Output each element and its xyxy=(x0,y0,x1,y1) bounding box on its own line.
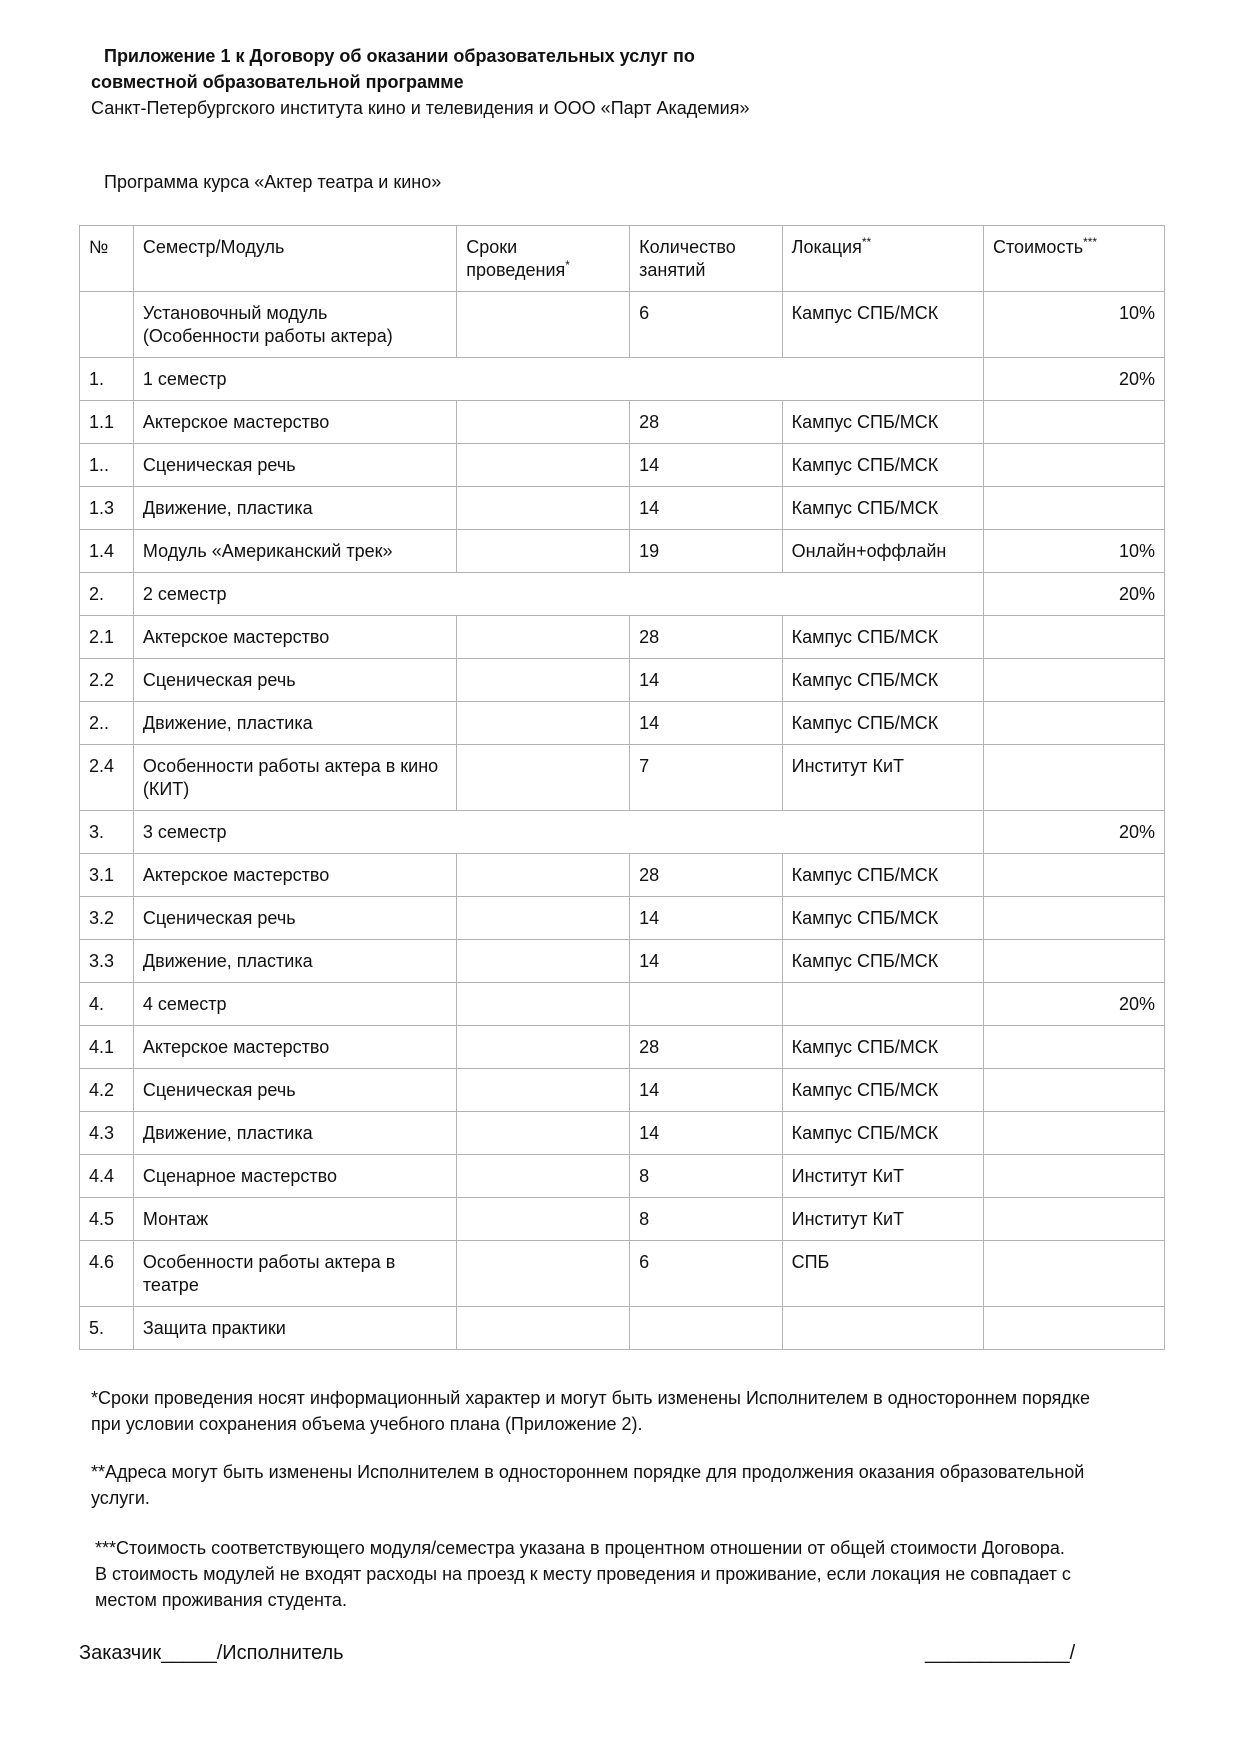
cell-num: 2. xyxy=(80,573,134,616)
cell-count: 19 xyxy=(630,530,783,573)
cell-module: Сценарное мастерство xyxy=(133,1155,456,1198)
cell-cost xyxy=(983,1155,1164,1198)
cell-num xyxy=(80,292,134,358)
cell-module: Сценическая речь xyxy=(133,1069,456,1112)
footnote-locations-line-1: **Адреса могут быть изменены Исполнителем в одностороннем порядке для продолжения оказания образовательной xyxy=(91,1462,1085,1482)
table-row xyxy=(80,1155,1165,1198)
appendix-title-line-2: совместной образовательной программе xyxy=(91,72,464,92)
cell-num: 3.1 xyxy=(80,854,134,897)
cell-num: 1.3 xyxy=(80,487,134,530)
footnote-cost xyxy=(95,1535,1171,1613)
cell-num: 3.3 xyxy=(80,940,134,983)
cell-location: Кампус СПБ/МСК xyxy=(782,940,983,983)
cell-semester: 2 семестр xyxy=(133,573,983,616)
cell-num: 2.2 xyxy=(80,659,134,702)
cell-semester: 3 семестр xyxy=(133,811,983,854)
cell-num: 4.4 xyxy=(80,1155,134,1198)
course-program-table xyxy=(79,225,1165,1350)
semester-row xyxy=(80,358,1165,401)
footnote-marker: *** xyxy=(1083,235,1098,249)
table-row xyxy=(80,616,1165,659)
cell-num: 2.4 xyxy=(80,745,134,811)
cell-location: Кампус СПБ/МСК xyxy=(782,1112,983,1155)
cell-count: 14 xyxy=(630,659,783,702)
cell-cost xyxy=(983,616,1164,659)
cell-dates xyxy=(457,1307,630,1350)
cell-module: 4 семестр xyxy=(133,983,456,1026)
cell-location: Кампус СПБ/МСК xyxy=(782,616,983,659)
cell-cost: 20% xyxy=(983,983,1164,1026)
cell-dates xyxy=(457,292,630,358)
table-row xyxy=(80,1241,1165,1307)
cell-module: Сценическая речь xyxy=(133,659,456,702)
table-row xyxy=(80,1198,1165,1241)
cell-count: 14 xyxy=(630,702,783,745)
header-count-line-1: Количество xyxy=(639,237,736,257)
cell-module: Установочный модуль (Особенности работы актера) xyxy=(133,292,456,358)
cell-dates xyxy=(457,659,630,702)
appendix-title-line-1: Приложение 1 к Договору об оказании образовательных услуг по xyxy=(104,46,695,66)
cell-num: 1.. xyxy=(80,444,134,487)
cell-location: Институт КиТ xyxy=(782,1198,983,1241)
cell-dates xyxy=(457,530,630,573)
cell-cost xyxy=(983,1069,1164,1112)
header-module: Семестр/Модуль xyxy=(133,226,456,292)
program-title: Программа курса «Актер театра и кино» xyxy=(104,172,442,192)
table-row xyxy=(80,940,1165,983)
cell-count: 14 xyxy=(630,1112,783,1155)
cell-cost xyxy=(983,940,1164,983)
footnote-locations-line-2: услуги. xyxy=(91,1488,150,1508)
cell-module: Защита практики xyxy=(133,1307,456,1350)
cell-num: 1. xyxy=(80,358,134,401)
cell-dates xyxy=(457,1112,630,1155)
cell-count: 28 xyxy=(630,854,783,897)
cell-location: Институт КиТ xyxy=(782,1155,983,1198)
cell-num: 4. xyxy=(80,983,134,1026)
table-row xyxy=(80,444,1165,487)
table-row xyxy=(80,292,1165,358)
cell-cost: 20% xyxy=(983,811,1164,854)
cell-count xyxy=(630,983,783,1026)
header-dates-line-2: проведения* xyxy=(466,258,570,280)
cell-dates xyxy=(457,1069,630,1112)
cell-module: Сценическая речь xyxy=(133,897,456,940)
cell-module: Модуль «Американский трек» xyxy=(133,530,456,573)
cell-location: Кампус СПБ/МСК xyxy=(782,854,983,897)
cell-cost xyxy=(983,487,1164,530)
table-row xyxy=(80,745,1165,811)
table-row xyxy=(80,1112,1165,1155)
header-dates xyxy=(457,226,630,292)
header-dates-line-1: Сроки xyxy=(466,237,518,257)
footnote-dates-line-1: *Сроки проведения носят информационный характер и могут быть изменены Исполнителем в одностороннем порядке xyxy=(91,1388,1090,1408)
table-row xyxy=(80,487,1165,530)
cell-count: 14 xyxy=(630,897,783,940)
cell-count: 14 xyxy=(630,487,783,530)
cell-cost: 10% xyxy=(983,292,1164,358)
cell-dates xyxy=(457,702,630,745)
cell-module: Сценическая речь xyxy=(133,444,456,487)
cell-num: 4.5 xyxy=(80,1198,134,1241)
cell-dates xyxy=(457,401,630,444)
footnote-locations xyxy=(91,1459,1171,1511)
table-row xyxy=(80,530,1165,573)
cell-module: Актерское мастерство xyxy=(133,854,456,897)
cell-cost xyxy=(983,1198,1164,1241)
cell-num: 4.6 xyxy=(80,1241,134,1307)
footnote-cost-line-3: местом проживания студента. xyxy=(95,1590,347,1610)
cell-count: 28 xyxy=(630,616,783,659)
table-body xyxy=(80,292,1165,1350)
table-row xyxy=(80,854,1165,897)
cell-cost xyxy=(983,1307,1164,1350)
cell-module: Монтаж xyxy=(133,1198,456,1241)
cell-cost: 20% xyxy=(983,358,1164,401)
cell-location: СПБ xyxy=(782,1241,983,1307)
cell-dates xyxy=(457,1198,630,1241)
cell-dates xyxy=(457,940,630,983)
table-header-row xyxy=(80,226,1165,292)
cell-module: Движение, пластика xyxy=(133,702,456,745)
cell-location xyxy=(782,983,983,1026)
table-row xyxy=(80,897,1165,940)
cell-count: 8 xyxy=(630,1198,783,1241)
cell-module: Актерское мастерство xyxy=(133,1026,456,1069)
cell-dates xyxy=(457,616,630,659)
footnote-marker: ** xyxy=(861,235,872,249)
cell-dates xyxy=(457,897,630,940)
table-row xyxy=(80,659,1165,702)
cell-count: 6 xyxy=(630,292,783,358)
cell-num: 5. xyxy=(80,1307,134,1350)
cell-dates xyxy=(457,745,630,811)
cell-dates xyxy=(457,444,630,487)
cell-dates xyxy=(457,487,630,530)
header-count-line-2: занятий xyxy=(639,260,706,280)
cell-dates xyxy=(457,1026,630,1069)
cell-count: 28 xyxy=(630,1026,783,1069)
cell-cost xyxy=(983,702,1164,745)
footnote-dates xyxy=(91,1385,1171,1437)
cell-location: Кампус СПБ/МСК xyxy=(782,702,983,745)
footnote-dates-line-2: при условии сохранения объема учебного плана (Приложение 2). xyxy=(91,1414,643,1434)
cell-num: 2.. xyxy=(80,702,134,745)
cell-cost xyxy=(983,401,1164,444)
table-row xyxy=(80,983,1165,1026)
cell-cost xyxy=(983,659,1164,702)
cell-location xyxy=(782,1307,983,1350)
cell-location: Кампус СПБ/МСК xyxy=(782,487,983,530)
cell-cost xyxy=(983,854,1164,897)
semester-row xyxy=(80,573,1165,616)
appendix-parties-line: Санкт-Петербургского института кино и телевидения и ООО «Парт Академия» xyxy=(91,98,750,118)
header-location: Локация** xyxy=(782,226,983,292)
cell-location: Институт КиТ xyxy=(782,745,983,811)
footnote-cost-line-1: ***Стоимость соответствующего модуля/семестра указана в процентном отношении от общей стоимости Договора. xyxy=(95,1538,1065,1558)
footnote-cost-line-2: В стоимость модулей не входят расходы на проезд к месту проведения и проживание, если локация не совпадает с xyxy=(95,1564,1071,1584)
cell-num: 3.2 xyxy=(80,897,134,940)
cell-dates xyxy=(457,983,630,1026)
cell-dates xyxy=(457,1241,630,1307)
table-row xyxy=(80,702,1165,745)
cell-num: 4.2 xyxy=(80,1069,134,1112)
cell-count: 8 xyxy=(630,1155,783,1198)
cell-cost xyxy=(983,1241,1164,1307)
cell-module: Особенности работы актера в кино (КИТ) xyxy=(133,745,456,811)
cell-num: 1.4 xyxy=(80,530,134,573)
cell-num: 3. xyxy=(80,811,134,854)
cell-location: Кампус СПБ/МСК xyxy=(782,1069,983,1112)
cell-location: Кампус СПБ/МСК xyxy=(782,1026,983,1069)
footnote-marker: * xyxy=(565,258,570,272)
table-row xyxy=(80,1069,1165,1112)
table-row xyxy=(80,1026,1165,1069)
cell-semester: 1 семестр xyxy=(133,358,983,401)
cell-cost xyxy=(983,745,1164,811)
cell-module: Актерское мастерство xyxy=(133,616,456,659)
cell-cost xyxy=(983,897,1164,940)
cell-location: Кампус СПБ/МСК xyxy=(782,292,983,358)
header-count xyxy=(630,226,783,292)
cell-location: Кампус СПБ/МСК xyxy=(782,659,983,702)
cell-location: Онлайн+оффлайн xyxy=(782,530,983,573)
cell-count: 14 xyxy=(630,940,783,983)
cell-location: Кампус СПБ/МСК xyxy=(782,444,983,487)
cell-cost: 20% xyxy=(983,573,1164,616)
cell-module: Движение, пластика xyxy=(133,1112,456,1155)
cell-count: 6 xyxy=(630,1241,783,1307)
cell-module: Особенности работы актера в театре xyxy=(133,1241,456,1307)
cell-cost xyxy=(983,1026,1164,1069)
cell-count: 7 xyxy=(630,745,783,811)
cell-module: Движение, пластика xyxy=(133,487,456,530)
cell-count: 14 xyxy=(630,1069,783,1112)
cell-cost xyxy=(983,444,1164,487)
cell-num: 2.1 xyxy=(80,616,134,659)
cell-count xyxy=(630,1307,783,1350)
signature-customer-executor: Заказчик_____/Исполнитель xyxy=(79,1642,344,1664)
cell-location: Кампус СПБ/МСК xyxy=(782,401,983,444)
cell-num: 4.3 xyxy=(80,1112,134,1155)
cell-cost xyxy=(983,1112,1164,1155)
cell-module: Движение, пластика xyxy=(133,940,456,983)
cell-count: 14 xyxy=(630,444,783,487)
cell-num: 1.1 xyxy=(80,401,134,444)
cell-dates xyxy=(457,1155,630,1198)
cell-dates xyxy=(457,854,630,897)
table-row xyxy=(80,401,1165,444)
signature-line: _____________/ xyxy=(925,1642,1076,1664)
cell-cost: 10% xyxy=(983,530,1164,573)
cell-num: 4.1 xyxy=(80,1026,134,1069)
semester-row xyxy=(80,811,1165,854)
table-row xyxy=(80,1307,1165,1350)
cell-module: Актерское мастерство xyxy=(133,401,456,444)
cell-location: Кампус СПБ/МСК xyxy=(782,897,983,940)
header-num: № xyxy=(80,226,134,292)
header-cost: Стоимость*** xyxy=(983,226,1164,292)
cell-count: 28 xyxy=(630,401,783,444)
